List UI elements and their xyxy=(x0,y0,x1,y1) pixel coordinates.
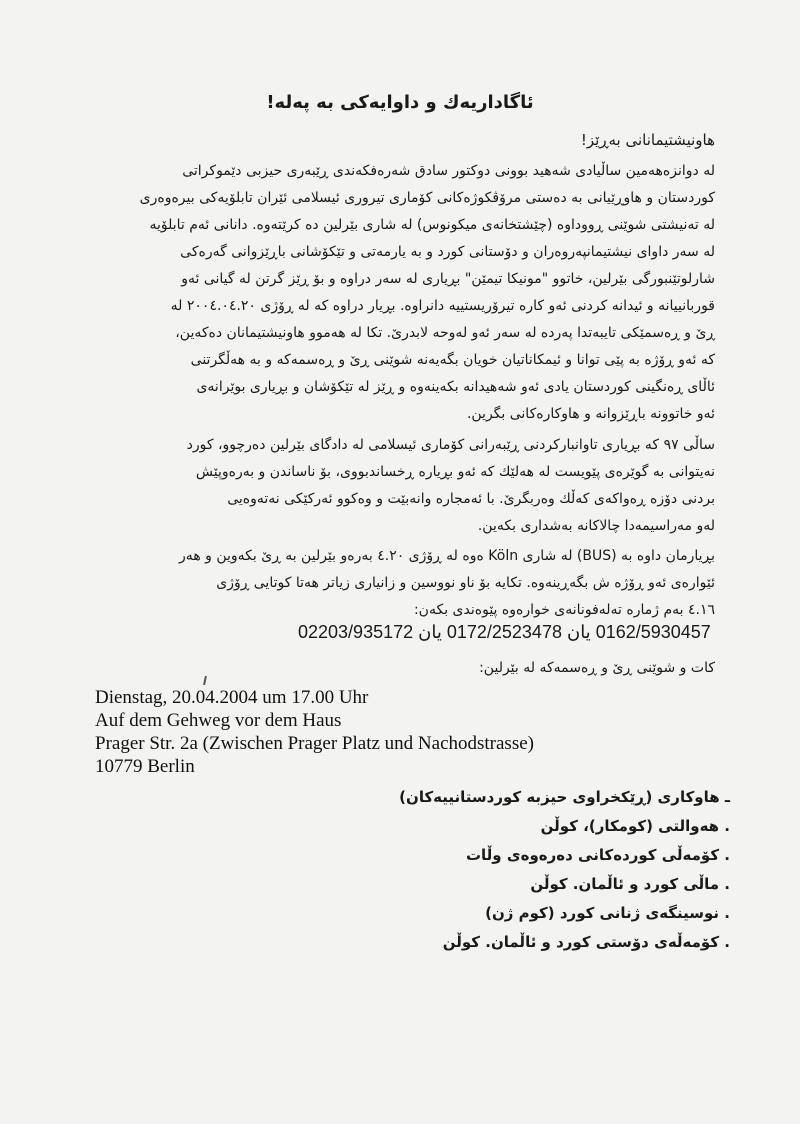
event-date-time: Dienstag, 20.04.2004 um 17.00 Uhr xyxy=(95,687,369,708)
text-line: ڕێ و ڕەسمێكی تایبەتدا پەردە لە سەر ئەو لەوحە لابدرێ. تكا لە هەموو هاونیشتیمانان دەكەین، xyxy=(175,325,715,341)
event-city: 10779 Berlin xyxy=(95,756,195,777)
event-location: Auf dem Gehweg vor dem Haus xyxy=(95,710,342,731)
text-line: بڕیارمان داوە بە (BUS) لە شاری Köln ەوە لە ڕۆژی ٤.٢٠ بەرەو بێرلین بە ڕێ بكەوین و هەر xyxy=(179,548,715,564)
signer-item: ـ هاوكاری (ڕێكخراوی حیزبە كوردستانییەكان) xyxy=(399,788,730,806)
text-line: ئەو خاتوونە باڕێزوانە و هاوكارەكانی بگرین. xyxy=(466,406,715,422)
signer-item: . ماڵی كورد و ئاڵمان. كوڵن xyxy=(530,875,730,893)
venue-label: كات و شوێنی ڕێ و ڕەسمەكە لە بێرلین: xyxy=(479,660,715,676)
phone-numbers: 0162/5930457 یان 0172/2523478 یان 02203/935172 xyxy=(298,622,711,642)
paragraph-2 xyxy=(187,432,715,540)
event-address xyxy=(95,686,534,778)
event-street: Prager Str. 2a (Zwischen Prager Platz und Nachodstrasse) xyxy=(95,733,534,754)
paragraph-3 xyxy=(179,543,715,624)
paragraph-1 xyxy=(140,158,715,428)
pen-mark xyxy=(203,676,207,685)
text-line: شارلوتێنبورگی بێرلین، خاتوو "مونیكا تیمێن" بڕیاری لە سەر دراوە و بۆ ڕێز گرتن لە گیانی ئەو xyxy=(181,271,715,287)
text-line: لە تەنیشتی شوێنی ڕووداوە (چێشتخانەی میكونوس) لە شاری بێرلین دە كرێتەوە. دانانی ئەم تابلۆیە xyxy=(149,217,715,233)
text-line: كوردستان و هاوڕێیانی بە دەستی مرۆڤكوژەكانی كۆماری تیروری ئیسلامی ئێران تابلۆیەكی بیرەوەری xyxy=(139,190,715,206)
signers-list xyxy=(399,783,730,957)
text-line: قوربانییانە و ئیدانە كردنی ئەو كارە تیرۆریستییە دانراوە. بڕیار دراوە كە لە ڕۆژی ٢٠٠٤.٠٤.٢٠ لە xyxy=(170,298,715,314)
text-line: ئێوارەی ئەو ڕۆژە ش بگەڕینەوە. تكایە بۆ ناو نووسین و زانیاری زیاتر هەتا كوتایی ڕۆژی xyxy=(216,575,715,591)
signer-item: . نوسینگەی ژنانی كورد (كوم ژن) xyxy=(485,904,730,922)
signer-item: . هەوالتی (كومكار)، كوڵن xyxy=(540,817,730,835)
text-line: ٤.١٦ بەم ژمارە تەلەفونانەی خوارەوە پێوەندی بكەن: xyxy=(413,602,715,618)
text-line: كە ئەو ڕۆژە بە پێی توانا و ئیمكاناتیان خویان بگەیەنە شوێنی ڕێ و ڕەسمەكە و بە هەڵگرتنی xyxy=(190,352,715,368)
signer-item: . كۆمەڵەی دۆستی كورد و ئاڵمان. كوڵن xyxy=(442,933,730,951)
text-line: ئاڵای ڕەنگینی كوردستان یادی ئەو شەهیدانە بكەینەوە و ڕێز لە تێكۆشان و بڕیاری بوێرانەی xyxy=(196,379,715,395)
text-line: لە سەر داوای نیشتیمانپەروەران و دۆستانی كورد و بە یارمەتی و تێكۆشانی باڕێزوانی گەرەكی xyxy=(180,244,715,260)
text-line: لە دوانزەهەمین ساڵیادی شەهید بوونی دوكتور سادق شەرەفكەندی ڕێبەری حیزبی دێموكراتی xyxy=(182,163,715,179)
text-line: لەو مەراسیمەدا چالاكانە بەشداری بكەین. xyxy=(477,518,715,534)
greeting: هاونیشتیمانانی بەڕێز! xyxy=(580,131,715,149)
text-line: نەیتوانی بە گوێرەی پێویست لە هەلێك كە ئەو بڕیارە ڕخساندبووی، بۆ ناساندن و بەرەوپێش xyxy=(195,464,715,480)
signer-item: . كۆمەڵی كوردەكانی دەرەوەی وڵات xyxy=(465,846,730,864)
page-title: ئاگاداریەك و داوایەكی بە پەلە! xyxy=(266,92,534,113)
text-line: بردنی دۆزە ڕەواكەی كەڵك وەربگرێ. با ئەمجارە وانەبێت و وەكوو ئەركێكی نەتەوەیی xyxy=(227,491,715,507)
text-line: ساڵی ٩٧ كە بڕیاری تاوانباركردنی ڕێبەرانی كۆماری ئیسلامی لە دادگای بێرلین دەرچوو، كورد xyxy=(186,437,715,453)
